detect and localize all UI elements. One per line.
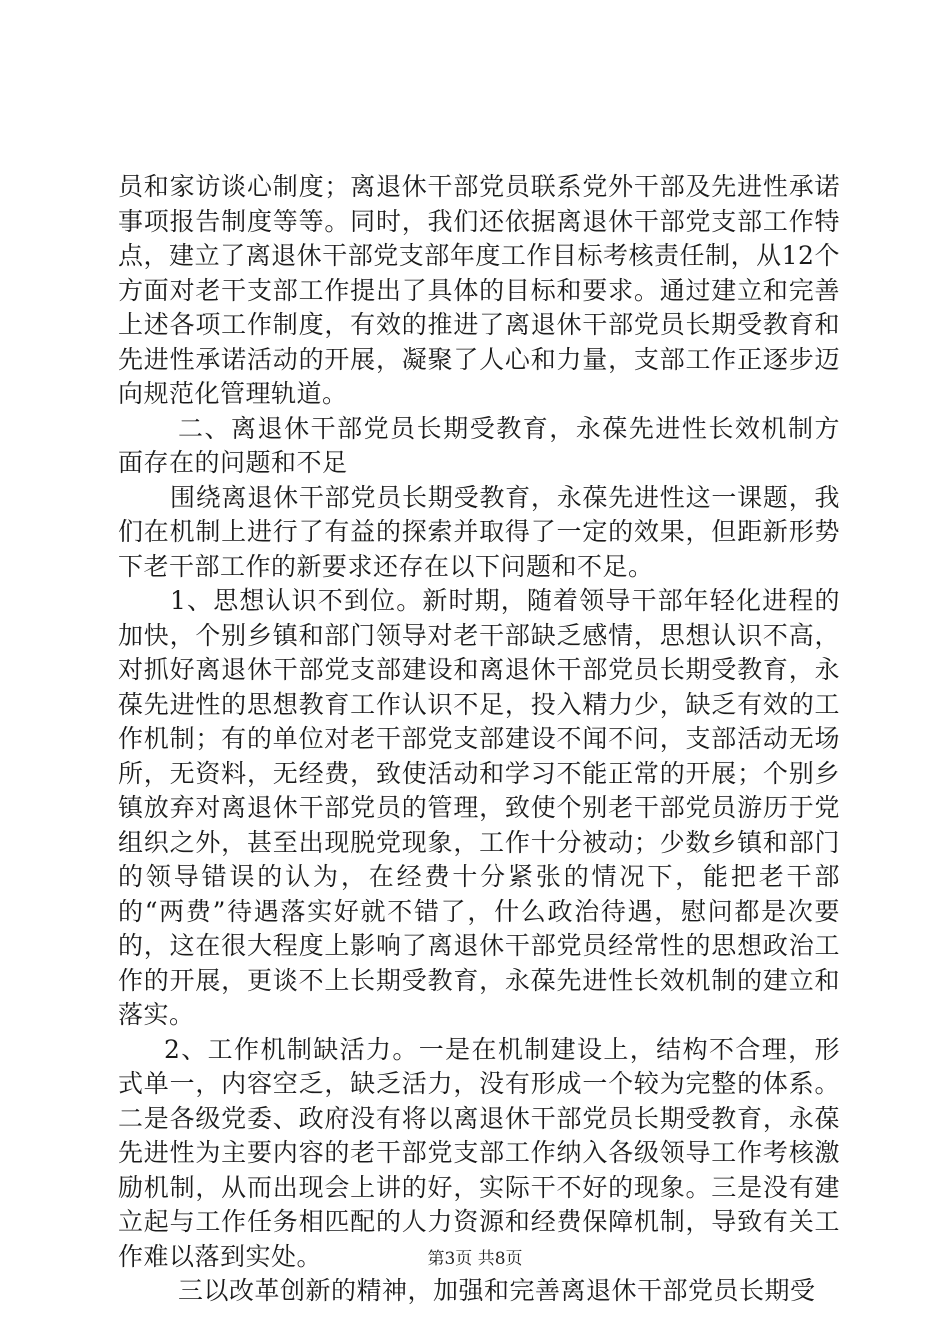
paragraph-continuation: 员和家访谈心制度；离退休干部党员联系党外干部及先进性承诺事项报告制度等等。同时，我们还依据离退休干部党支部工作特点，建立了离退休干部党支部年度工作目标考核责任制，从12个方面对老干支部工作提出了具体的目标和要求。通过建立和完善上述各项工作制度，有效的推进了离退休干部党员长期受教育和先进性承诺活动的开展，凝聚了人心和力量，支部工作正逐步迈向规范化管理轨道。 xyxy=(118,172,840,408)
paragraph-item-1: 1、思想认识不到位。新时期，随着领导干部年轻化进程的加快，个别乡镇和部门领导对老干部缺乏感情，思想认识不高，对抓好离退休干部党支部建设和离退休干部党员长期受教育，永葆先进性的思想教育工作认识不足，投入精力少，缺乏有效的工作机制；有的单位对老干部党支部建设不闻不问，支部活动无场所，无资料，无经费，致使活动和学习不能正常的开展；个别乡镇放弃对离退休干部党员的管理，致使个别老干部党员游历于党组织之外，甚至出现脱党现象，工作十分被动；少数乡镇和部门的领导错误的认为，在经费十分紧张的情况下，能把老干部的“两费”待遇落实好就不错了，什么政治待遇，慰问都是次要的，这在很大程度上影响了离退休干部党员经常性的思想政治工作的开展，更谈不上长期受教育，永葆先进性长效机制的建立和落实。 xyxy=(118,586,840,1029)
section-heading-2: 二、离退休干部党员长期受教育，永葆先进性长效机制方面存在的问题和不足 xyxy=(118,413,840,477)
page-footer: 第3页 共8页 xyxy=(427,1249,523,1269)
paragraph-intro: 围绕离退休干部党员长期受教育，永葆先进性这一课题，我们在机制上进行了有益的探索并取得了一定的效果，但距新形势下老干部工作的新要求还存在以下问题和不足。 xyxy=(118,482,840,581)
section-heading-3: 三以改革创新的精神，加强和完善离退休干部党员长期受 xyxy=(178,1276,816,1305)
paragraph-item-2: 2、工作机制缺活力。一是在机制建设上，结构不合理，形式单一，内容空乏，缺乏活力，没有形成一个较为完整的体系。二是各级党委、政府没有将以离退休干部党员长期受教育，永葆先进性为主要内容的老干部党支部工作纳入各级领导工作考核激励机制，从而出现会上讲的好，实际干不好的现象。三是没有建立起与工作任务相匹配的人力资源和经费保障机制，导致有关工作难以落到实处。 xyxy=(118,1034,840,1271)
document-body xyxy=(118,170,840,1309)
